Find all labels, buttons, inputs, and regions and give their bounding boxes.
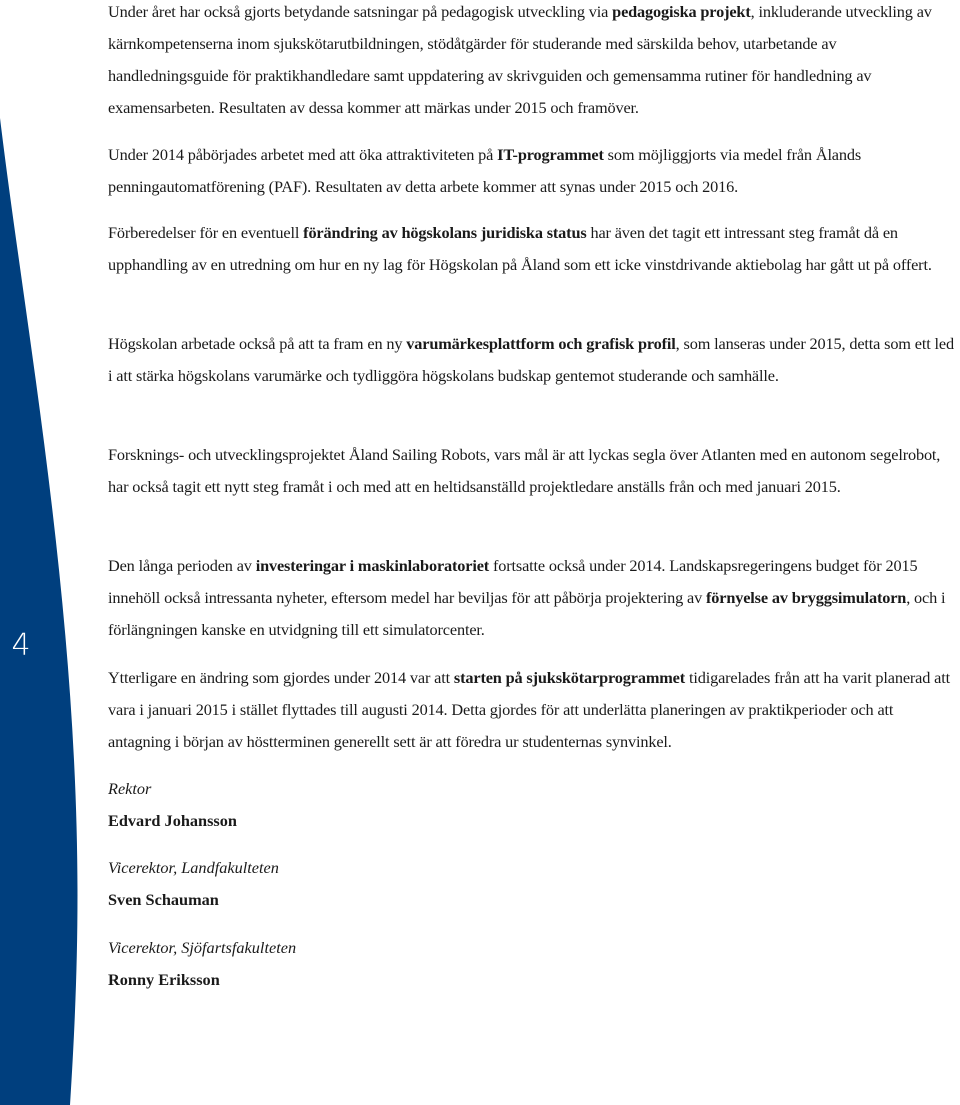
text-run: Förberedelser för en eventuell bbox=[108, 223, 304, 242]
signature-rector bbox=[108, 773, 960, 837]
bold-phrase: pedagogiska projekt bbox=[612, 2, 751, 21]
bold-phrase: starten på sjukskötarprogrammet bbox=[453, 668, 686, 687]
text-run: tidigarelades från att ha varit planerad att vara i januari 2015 i stället flyttades till augusti 2014. Detta gjordes för att underlätta planeringen av praktikperioder och att antagning i början av höstterminen generellt sett är att föredra ur studenternas synvinkel. bbox=[108, 668, 950, 751]
text-run: , inkluderande utveckling av kärnkompetenserna inom sjukskötarutbildningen, stödåtgärder för studerande med särskilda behov, utarbetande av handledningsguide för praktikhandledare samt uppdatering av skrivguiden och gemensamma rutiner för handledning av examensarbeten. Resultaten av dessa kommer att märkas under 2015 och framöver. bbox=[108, 2, 932, 117]
text-run: Ytterligare en ändring som gjordes under 2014 var att bbox=[108, 668, 454, 687]
text-run: Högskolan arbetade också på att ta fram en ny bbox=[108, 334, 407, 353]
page-number: 4 bbox=[11, 628, 31, 663]
signature-title: Vicerektor, Sjöfartsfakulteten bbox=[108, 938, 297, 957]
paragraph-brand-platform bbox=[108, 328, 960, 392]
signature-title: Vicerektor, Landfakulteten bbox=[108, 858, 279, 877]
text-run: Den långa perioden av bbox=[108, 556, 256, 575]
signature-name: Ronny Eriksson bbox=[108, 970, 220, 989]
text-run: Under året har också gjorts betydande satsningar på pedagogisk utveckling via bbox=[108, 2, 613, 21]
paragraph-nursing-program bbox=[108, 662, 960, 758]
bold-phrase: varumärkesplattform och grafisk profil bbox=[406, 334, 676, 353]
text-run: har även det tagit ett intressant steg framåt då en upphandling av en utredning om hur en ny lag för Högskolan på Åland som ett icke vinstdrivande aktiebolag har gått ut på offert. bbox=[108, 223, 932, 274]
bold-phrase: investeringar i maskinlaboratoriet bbox=[255, 556, 490, 575]
bold-phrase: förändring av högskolans juridiska status bbox=[303, 223, 587, 242]
signature-vice-rector-land bbox=[108, 852, 960, 916]
text-run: som möjliggjorts via medel från Ålands penningautomatförening (PAF). Resultaten av detta arbete kommer att synas under 2015 och 2016. bbox=[108, 145, 862, 196]
signature-vice-rector-maritime bbox=[108, 932, 960, 996]
text-run: , som lanseras under 2015, detta som ett led i att stärka högskolans varumärke och tydliggöra högskolans budskap gentemot studerande och samhälle. bbox=[108, 334, 954, 385]
text-run: , och i förlängningen kanske en utvidgning till ett simulatorcenter. bbox=[108, 588, 946, 639]
paragraph-legal-status bbox=[108, 217, 960, 281]
paragraph-pedagogical-projects bbox=[108, 0, 960, 124]
side-band-decoration bbox=[0, 0, 90, 1105]
text-run: Under 2014 påbörjades arbetet med att öka attraktiviteten på bbox=[108, 145, 498, 164]
text-run: fortsatte också under 2014. Landskapsregeringens budget för 2015 innehöll också intressanta nyheter, eftersom medel har beviljas för att påbörja projektering av bbox=[108, 556, 918, 607]
paragraph-sailing-robots bbox=[108, 439, 960, 503]
paragraph-machine-lab bbox=[108, 550, 960, 646]
signature-name: Sven Schauman bbox=[108, 890, 219, 909]
bold-phrase: förnyelse av bryggsimulatorn bbox=[706, 588, 907, 607]
signature-name: Edvard Johansson bbox=[108, 811, 237, 830]
signature-title: Rektor bbox=[108, 779, 152, 798]
bold-phrase: IT-programmet bbox=[497, 145, 604, 164]
text-run: Forsknings- och utvecklingsprojektet Åland Sailing Robots, vars mål är att lyckas segla över Atlanten med en autonom segelrobot, har också tagit ett nytt steg framåt i och med att en heltidsanställd projektledare anställs från och med januari 2015. bbox=[108, 445, 941, 496]
paragraph-it-program bbox=[108, 139, 960, 203]
